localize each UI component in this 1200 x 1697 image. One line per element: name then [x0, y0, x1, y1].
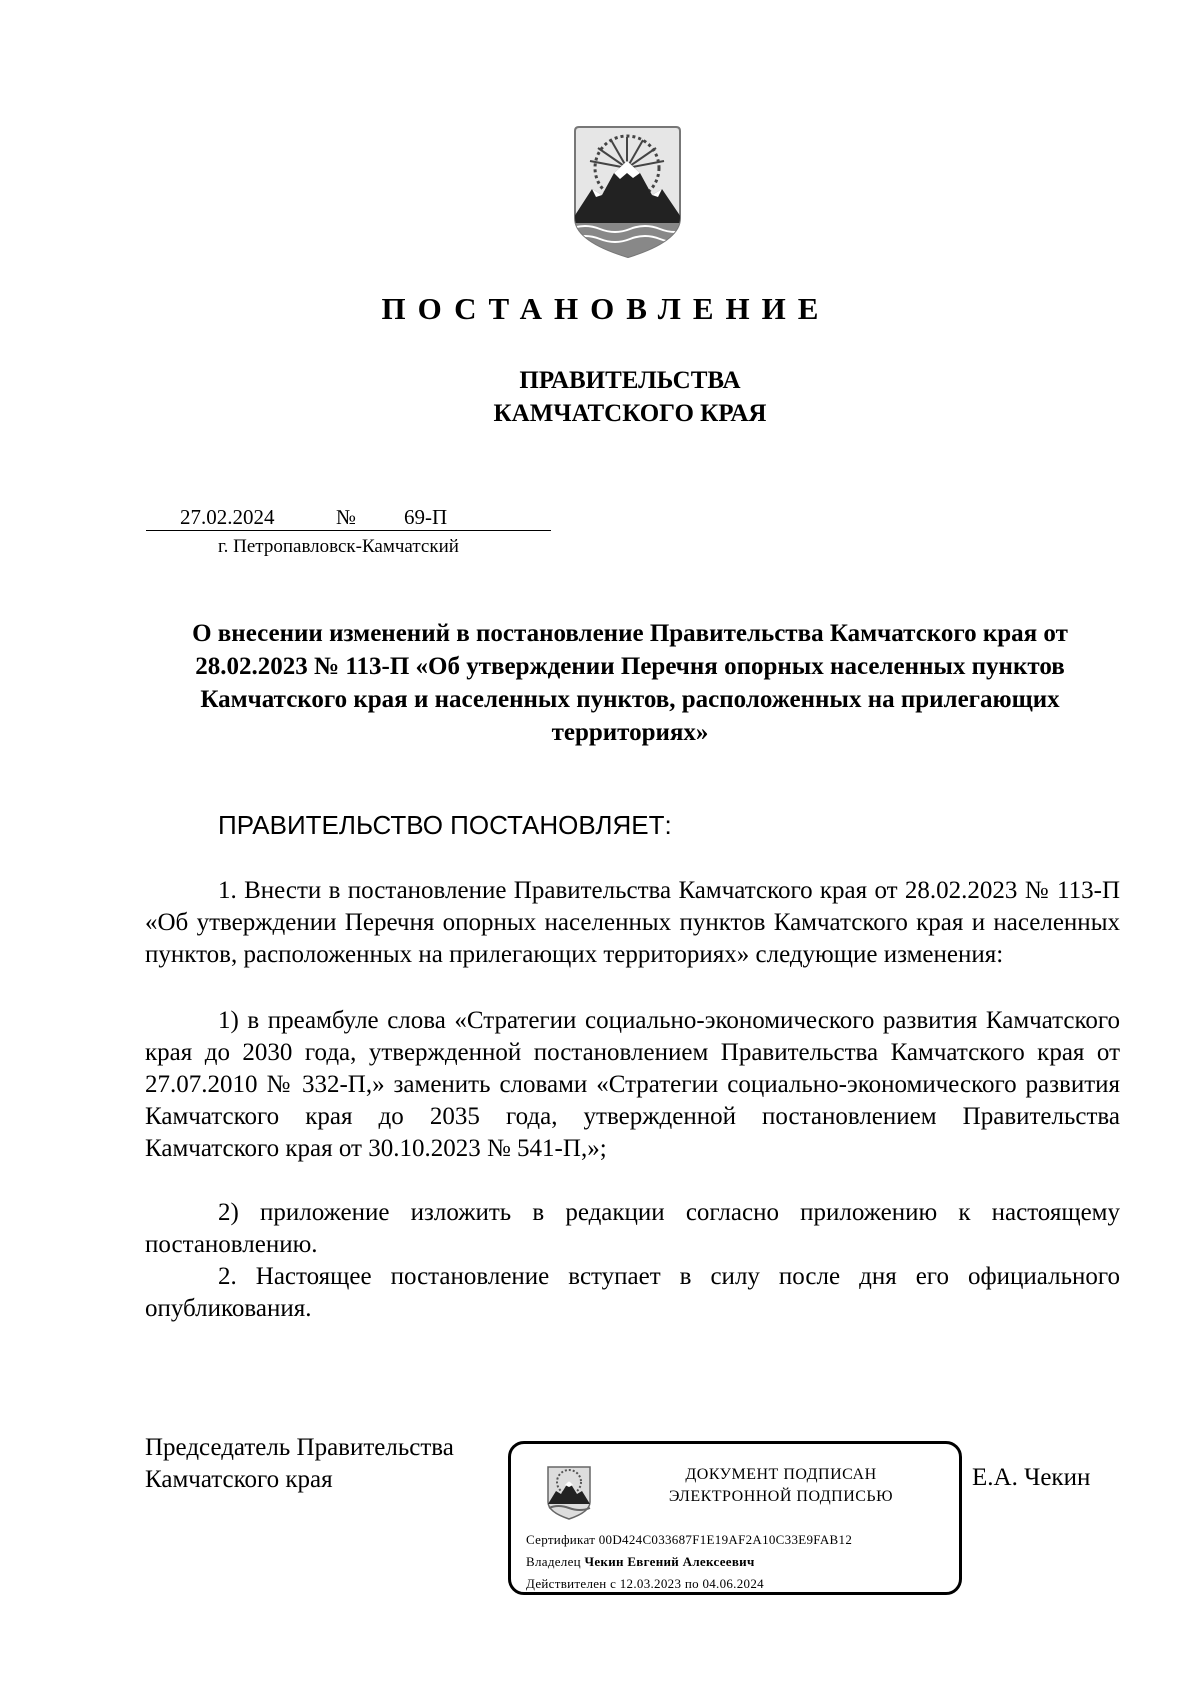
decree-heading: ПРАВИТЕЛЬСТВО ПОСТАНОВЛЯЕТ:: [218, 810, 672, 840]
coat-of-arms-icon: [570, 123, 685, 259]
body-paragraph-3: 2) приложение изложить в редакции согласно приложению к настоящему постановлению.: [145, 1199, 1120, 1258]
stamp-title-line-2: ЭЛЕКТРОННОЙ ПОДПИСЬЮ: [668, 1488, 894, 1505]
valid-from-label: Действителен с: [526, 1576, 617, 1591]
owner-label: Владелец: [526, 1554, 581, 1569]
document-subject: О внесении изменений в постановление Правительства Камчатского края от 28.02.2023 № 113-П «Об утверждении Перечня опорных населенных пунктов Камчатского края и населенных пунктов, расположенных на прилегающих территориях»: [192, 620, 1068, 746]
certificate-label: Сертификат: [526, 1532, 596, 1547]
body-paragraph-2: 1) в преамбуле слова «Стратегии социально-экономического развития Камчатского края до 2030 года, утвержденной постановлением Правительства Камчатского края от 27.07.2010 № 332-П,» заменить словами «Стратегии социально-экономического развития Камчатского края до 2035 года, утвержденной постановлением Правительства Камчатского края от 30.10.2023 № 541-П,»;: [145, 1007, 1120, 1162]
registration-underline: [146, 530, 551, 531]
signer-position-line-2: Камчатского края: [145, 1466, 333, 1493]
valid-to-date: 04.06.2024: [702, 1576, 764, 1591]
stamp-owner: [526, 1554, 755, 1570]
number-sign: №: [336, 505, 357, 529]
electronic-signature-stamp: [508, 1441, 962, 1595]
signer-position: [145, 1432, 454, 1496]
valid-to-label: по: [684, 1576, 699, 1591]
body-paragraph-4: 2. Настоящее постановление вступает в силу после дня его официального опубликования.: [145, 1263, 1120, 1322]
city-of-issue: г. Петропавловск-Камчатский: [218, 536, 459, 557]
body-paragraph-1: 1. Внести в постановление Правительства Камчатского края от 28.02.2023 № 113-П «Об утверждении Перечня опорных населенных пунктов Камчатского края и населенных пунктов, расположенных на прилегающих территориях» следующие изменения:: [145, 877, 1120, 968]
stamp-validity: [526, 1576, 764, 1592]
signer-name: Е.А. Чекин: [972, 1464, 1091, 1491]
valid-from-date: 12.03.2023: [619, 1576, 682, 1591]
stamp-certificate: [526, 1532, 852, 1548]
document-type-title: ПОСТАНОВЛЕНИЕ: [381, 291, 831, 326]
document-date: 27.02.2024: [180, 505, 275, 529]
stamp-title-line-1: ДОКУМЕНТ ПОДПИСАН: [685, 1466, 877, 1483]
owner-value: Чекин Евгений Алексеевич: [584, 1554, 755, 1569]
stamp-coat-of-arms-icon: [546, 1464, 592, 1520]
signer-position-line-1: Председатель Правительства: [145, 1434, 454, 1461]
certificate-value: 00D424C033687F1E19AF2A10C33E9FAB12: [598, 1532, 853, 1547]
issuing-organization-line-2: КАМЧАТСКОГО КРАЯ: [493, 400, 767, 427]
issuing-organization-line-1: ПРАВИТЕЛЬСТВА: [519, 367, 741, 394]
document-number: 69-П: [404, 505, 448, 529]
